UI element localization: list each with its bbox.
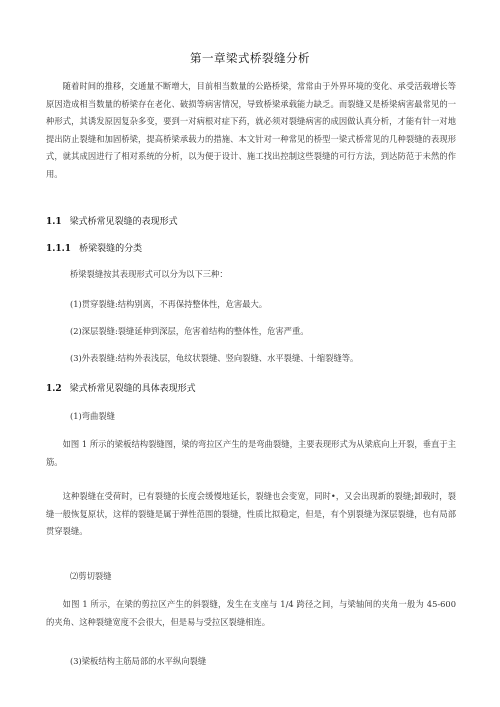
list-item: (3)外表裂缝:结构外表浅层，龟纹状裂缝、竖向裂缝、水平裂缝、十缩裂缝等。: [70, 353, 359, 363]
list-item: (2)深层裂缝:裂缝延伸到深层，危害着结构的整体性，危害严重。: [70, 326, 309, 336]
chapter-title: 第一章梁式桥裂缝分析: [190, 51, 310, 65]
section-number: 1.1.1: [46, 244, 72, 254]
section-number: 1.1: [46, 217, 62, 227]
body-paragraph: 这种裂缝在受荷时，已有裂缝的长度会缓慢地延长，裂缝也会变宽，同时•，又会出现新的裂缝;卸载时，裂缝一般恢复原状，这样的裂缝是属于弹性范围的裂缝，性质比拟稳定，但是，有个别裂缝为深层裂缝，也有局部贯穿裂缝。: [46, 491, 456, 537]
intro-paragraph: 随着时间的推移，交通量不断增大，目前相当数量的公路桥梁，常常由于外界环境的变化、承受活载增长等原因造成相当数量的桥梁存在老化、破损等病害情况，导致桥梁承载能力缺乏。而裂缝又是桥梁病害最常见的一种形式，其诱发原因复杂多变，要到一对病根对症下药，就必须对裂缝病害的成因做认真分析，才能有针一对地提出防止裂缝和加固桥梁，提高桥梁承载力的措施、本文针对一种常见的桥型一梁式桥常见的几种裂缝的表现形式，就其成因进行了相对系统的分析，以为便于设计、施工找出控制这些裂缝的可行方法，到达防范于未然的作用。: [46, 81, 456, 179]
section-1-2-heading: [46, 381, 196, 394]
section-title: 桥梁裂缝的分类: [79, 244, 143, 254]
section-number: 1.2: [46, 384, 62, 394]
list-item: (1)贯穿裂缝:结构别离，不再保持整体性，危害最大。: [70, 299, 268, 309]
body-paragraph: 如图 1 所示，在梁的剪拉区产生的斜裂缝，发生在支座与 1/4 跨径之间，与梁轴间的夹角一般为 45-600 的夹角、这种裂缝宽度不会很大，但是易与受拉区裂缝相连。: [46, 599, 456, 627]
section-1-1-heading: [46, 214, 178, 227]
list-item: ⑵剪切裂缝: [70, 571, 112, 581]
section-1-1-1-heading: [46, 241, 142, 254]
list-item: (1)弯曲裂缝: [70, 411, 115, 421]
body-paragraph: 如图 1 所示的梁板结构裂缝图，梁的弯拉区产生的是弯曲裂缝，主要表现形式为从梁底向上开裂，垂直于主筋。: [46, 439, 456, 467]
section-title: 梁式桥常见裂缝的表现形式: [69, 217, 178, 227]
classification-intro: 桥梁裂缝按其表现形式可以分为以下三种：: [70, 269, 228, 279]
section-title: 梁式桥常见裂缝的具体表现形式: [69, 384, 196, 394]
list-item: (3)梁板结构主筋局部的水平纵向裂缝: [70, 656, 207, 666]
